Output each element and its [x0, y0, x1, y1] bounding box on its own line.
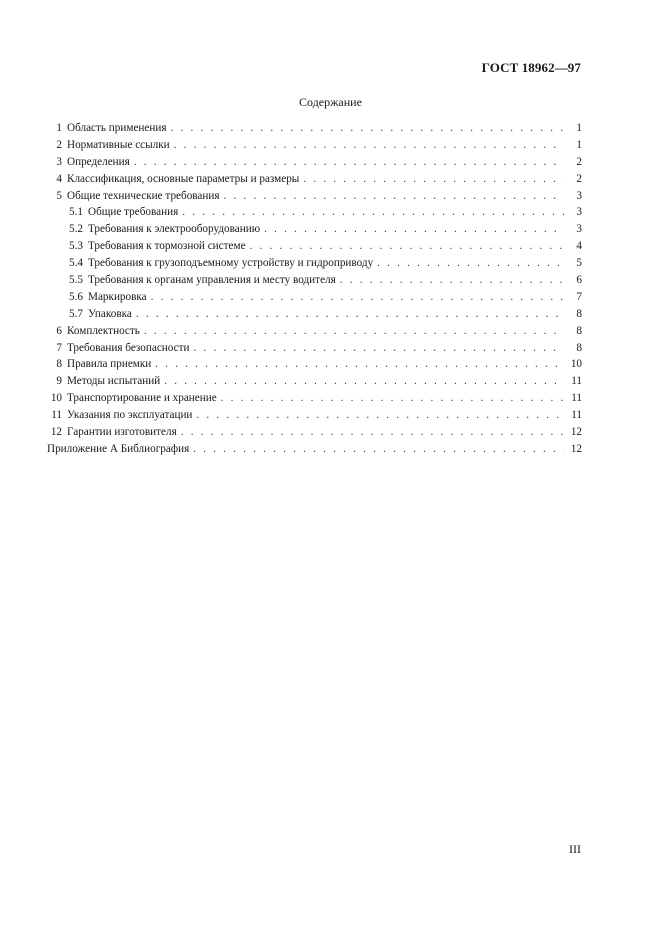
toc-entry-number: 5.2	[69, 223, 83, 236]
toc-dot-leader	[144, 323, 564, 340]
toc-entry[interactable]	[47, 306, 582, 323]
toc-entry-label: Указания по эксплуатации	[67, 409, 193, 422]
toc-dot-leader	[164, 373, 564, 390]
toc-dot-leader	[182, 204, 564, 221]
toc-entry[interactable]	[47, 204, 582, 221]
toc-entry-number: 2	[56, 138, 62, 151]
toc-entry-label: Упаковка	[88, 307, 132, 320]
toc-entry-number: 4	[56, 172, 62, 185]
toc-entry[interactable]	[47, 424, 582, 441]
toc-entry-number: 5.1	[69, 206, 83, 219]
toc-entry-page: 8	[576, 324, 582, 337]
toc-entry[interactable]	[47, 356, 582, 373]
toc-entry-page: 5	[576, 257, 582, 270]
toc-entry[interactable]	[47, 137, 582, 154]
toc-dot-leader	[303, 171, 564, 188]
toc-entry[interactable]	[47, 272, 582, 289]
page-number: III	[569, 842, 581, 856]
toc-entry-label: Нормативные ссылки	[67, 138, 170, 151]
toc-entry-page: 10	[570, 358, 582, 371]
toc-entry-number: 5.7	[69, 307, 83, 320]
toc-dot-leader	[136, 306, 564, 323]
toc-dot-leader	[196, 407, 564, 424]
toc-entry-label: Требования к грузоподъемному устройству и гидроприводу	[88, 257, 374, 270]
toc-entry[interactable]	[47, 340, 582, 357]
toc-entry-number: 9	[56, 375, 62, 388]
toc-entry-page: 4	[576, 240, 582, 253]
toc-entry-page: 1	[576, 138, 582, 151]
toc-entry[interactable]	[47, 171, 582, 188]
toc-entry-page: 12	[570, 426, 582, 439]
toc-dot-leader	[181, 424, 564, 441]
toc-entry-label: Общие требования	[88, 206, 179, 219]
toc-entry-page: 11	[571, 409, 582, 422]
toc-dot-leader	[155, 356, 564, 373]
toc-entry-label: Маркировка	[88, 290, 147, 303]
toc-entry-page: 2	[576, 172, 582, 185]
toc-entry-number: 5.4	[69, 257, 83, 270]
toc-entry[interactable]	[47, 188, 582, 205]
toc-entry-page: 6	[576, 274, 582, 287]
document-code: ГОСТ 18962—97	[481, 60, 581, 75]
toc-entry-page: 11	[571, 375, 582, 388]
toc-entry-label: Комплектность	[67, 324, 140, 337]
toc-entry-page: 2	[576, 155, 582, 168]
toc-entry-page: 3	[576, 189, 582, 202]
toc-entry[interactable]	[47, 323, 582, 340]
table-of-contents	[47, 120, 582, 458]
toc-entry-label: Классификация, основные параметры и размеры	[67, 172, 300, 185]
toc-entry[interactable]	[47, 407, 582, 424]
toc-entry-number: 5.6	[69, 290, 83, 303]
toc-entry[interactable]	[47, 154, 582, 171]
toc-entry-page: 12	[570, 442, 582, 455]
toc-entry-page: 8	[576, 307, 582, 320]
toc-entry-number: 11	[51, 409, 62, 422]
toc-entry[interactable]	[47, 221, 582, 238]
toc-entry-label: Гарантии изготовителя	[67, 426, 177, 439]
toc-dot-leader	[224, 188, 564, 205]
toc-entry-label: Требования к органам управления и месту водителя	[88, 274, 336, 287]
toc-entry-number: 5.5	[69, 274, 83, 287]
toc-entry-label: Требования к тормозной системе	[88, 240, 246, 253]
toc-entry-page: 7	[576, 290, 582, 303]
toc-entry[interactable]	[47, 441, 582, 458]
toc-entry-page: 3	[576, 206, 582, 219]
toc-entry[interactable]	[47, 390, 582, 407]
toc-dot-leader	[221, 390, 564, 407]
toc-entry-number: 5	[56, 189, 62, 202]
toc-entry[interactable]	[47, 255, 582, 272]
toc-dot-leader	[174, 137, 564, 154]
toc-entry-number: 6	[56, 324, 62, 337]
toc-entry-number: 10	[50, 392, 62, 405]
toc-entry-label: Общие технические требования	[67, 189, 220, 202]
toc-entry-number: 3	[56, 155, 62, 168]
toc-dot-leader	[151, 289, 564, 306]
toc-entry-label: Приложение А Библиография	[47, 442, 190, 455]
toc-entry-page: 1	[576, 122, 582, 134]
toc-entry-label: Область применения	[67, 122, 167, 134]
toc-entry-label: Требования к электрооборудованию	[88, 223, 261, 236]
toc-dot-leader	[377, 255, 564, 272]
toc-entry-page: 3	[576, 223, 582, 236]
toc-entry-label: Определения	[67, 155, 130, 168]
toc-dot-leader	[193, 441, 564, 458]
toc-entry-number: 7	[56, 341, 62, 354]
toc-dot-leader	[170, 120, 564, 137]
toc-dot-leader	[250, 238, 564, 255]
toc-entry-label: Транспортирование и хранение	[67, 392, 217, 405]
toc-entry[interactable]	[47, 373, 582, 390]
toc-entry-label: Правила приемки	[67, 358, 152, 371]
toc-entry-page: 8	[576, 341, 582, 354]
toc-dot-leader	[264, 221, 564, 238]
toc-title: Содержание	[299, 95, 362, 109]
toc-dot-leader	[193, 340, 564, 357]
toc-dot-leader	[340, 272, 564, 289]
toc-entry-number: 8	[56, 358, 62, 371]
toc-entry-number: 1	[56, 122, 62, 134]
toc-entry-label: Методы испытаний	[67, 375, 161, 388]
toc-entry[interactable]	[47, 238, 582, 255]
toc-entry-number: 12	[50, 426, 62, 439]
toc-dot-leader	[134, 154, 564, 171]
toc-entry[interactable]	[47, 289, 582, 306]
toc-entry-label: Требования безопасности	[67, 341, 190, 354]
toc-entry-number: 5.3	[69, 240, 83, 253]
toc-entry-page: 11	[571, 392, 582, 405]
toc-entry[interactable]	[47, 120, 582, 137]
